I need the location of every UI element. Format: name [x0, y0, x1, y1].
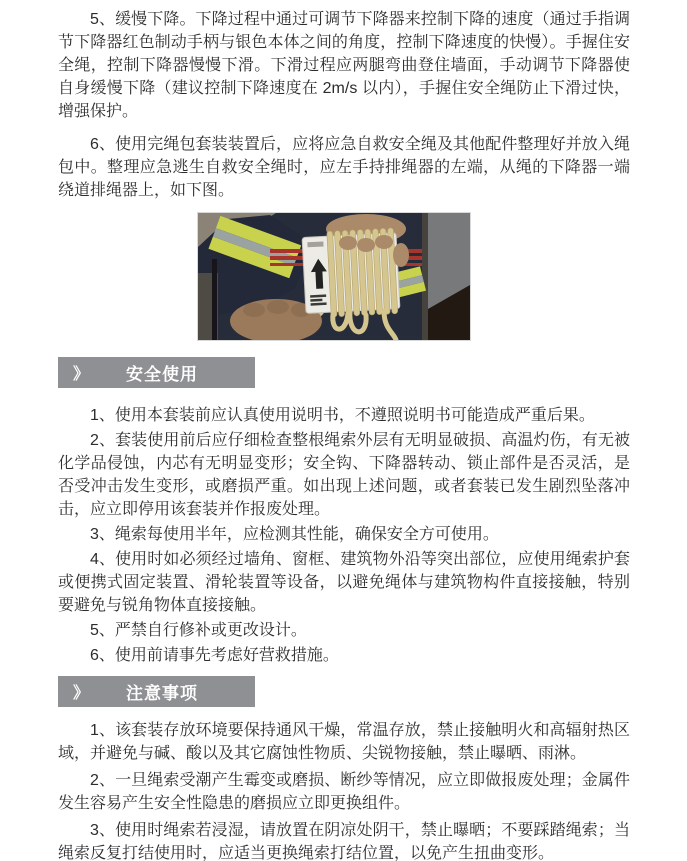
safe-use-item-1: 1、使用本套装前应认真使用说明书，不遵照说明书可能造成严重后果。: [90, 407, 595, 424]
safe-use-item-4: 4、使用时如必须经过墙角、窗框、建筑物外沿等突出部位，应使用绳索护套或便携式固定装置、滑轮装置等设备，以避免绳体与建筑物构件直接接触，特别要避免与锐角物体直接接触。: [58, 551, 630, 614]
chevron-marker-icon: 》: [73, 366, 91, 383]
paragraph-step-5: 5、缓慢下降。下降过程中通过可调节下降器来控制下降的速度（通过手指调节下降器红色制动手柄与银色本体之间的角度，控制下降速度的快慢）。手握住安全绳，控制下降器慢慢下滑。下滑过程应两腿弯曲登住墙面，手动调节下降器使自身缓慢下降（建议控制下降速度在 2m/s 以内），手握住安全绳防止下滑过快，增强保护。: [58, 11, 630, 120]
safe-use-item-3: 3、绳索每使用半年，应检测其性能，确保安全方可使用。: [90, 526, 499, 543]
safe-use-item-6: 6、使用前请事先考虑好营救措施。: [90, 647, 339, 664]
safe-use-item-5: 5、严禁自行修补或更改设计。: [90, 622, 307, 639]
precaution-item-1: 1、该套装存放环境要保持通风干燥，常温存放，禁止接触明火和高辐射热区域，并避免与碱、酸以及其它腐蚀性物质、尖锐物接触，禁止曝晒、雨淋。: [58, 722, 630, 762]
precaution-item-3: 3、使用时绳索若浸湿，请放置在阴凉处阴干，禁止曝晒；不要踩踏绳索；当绳索反复打结使用时，应适当更换绳索打结位置，以免产生扭曲变形。: [58, 822, 630, 861]
section-header-precautions: [58, 676, 255, 707]
rope-packing-photo: [197, 212, 471, 341]
section-title-safe-use: 安全使用: [126, 365, 199, 384]
precaution-item-2: 2、一旦绳索受潮产生霉变或磨损、断纱等情况，应立即做报废处理；金属件发生容易产生安全性隐患的磨损应立即更换组件。: [58, 772, 630, 812]
section-title-precautions: 注意事项: [126, 684, 199, 703]
chevron-marker-icon: 》: [73, 685, 91, 702]
safe-use-item-2: 2、套装使用前后应仔细检查整根绳索外层有无明显破损、高温灼伤，有无被化学品侵蚀，内芯有无明显变形；安全钩、下降器转动、锁止部件是否灵活，是否受冲击发生变形，或磨损严重。如出现上述问题，或者套装已发生剧烈坠落冲击，应立即停用该套装并作报废处理。: [58, 432, 630, 518]
paragraph-step-6: 6、使用完绳包套装装置后，应将应急自救安全绳及其他配件整理好并放入绳包中。整理应急逃生自救安全绳时，应左手持排绳器的左端，从绳的下降器一端绕道排绳器上，如下图。: [58, 136, 630, 199]
photo-canvas: [198, 213, 470, 340]
section-header-safe-use: [58, 357, 255, 388]
